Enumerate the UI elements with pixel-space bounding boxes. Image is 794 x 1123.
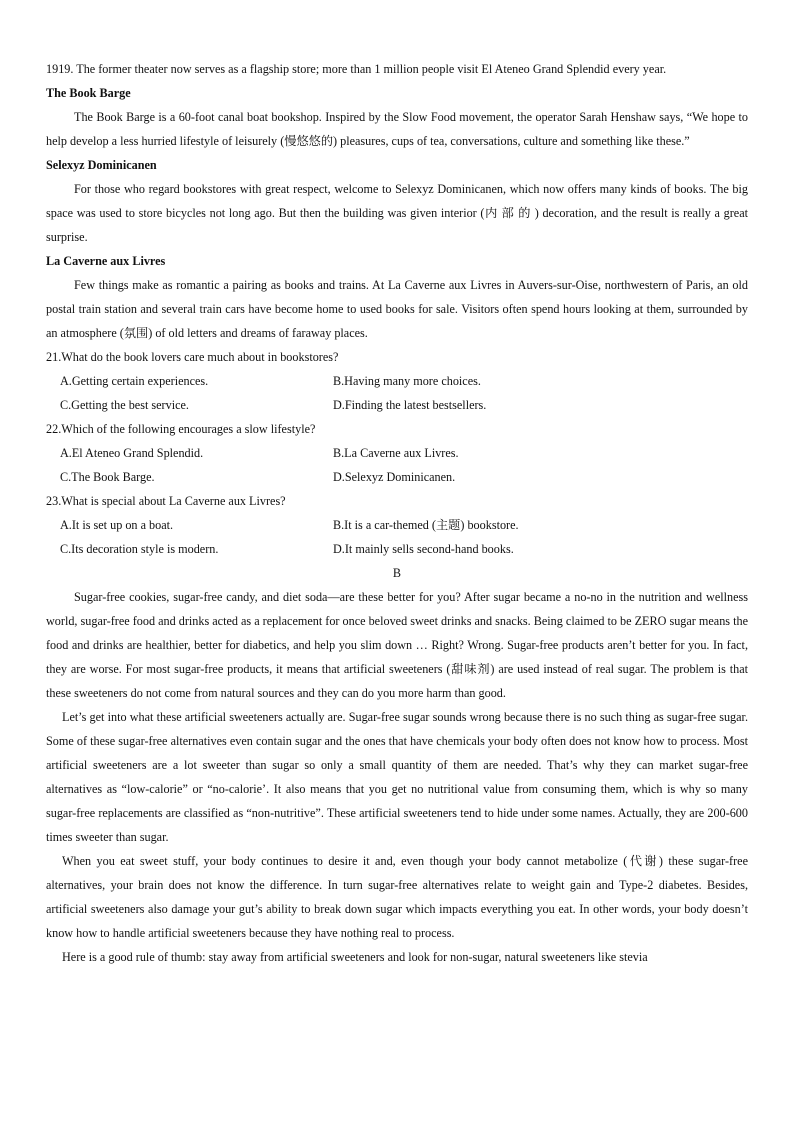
section-text-book-barge: The Book Barge is a 60-foot canal boat bookshop. Inspired by the Slow Food movement, the operator Sarah Henshaw says, “We hope to help develop a less hurried lifestyle of leisurely (慢悠悠的) pleasures, cups of tea, conversations, culture and something like these.” — [46, 110, 748, 148]
section-heading-book-barge: The Book Barge — [46, 86, 131, 100]
question-22-option-a: A.El Ateneo Grand Splendid. — [60, 446, 204, 460]
part-b-paragraph-1: Sugar-free cookies, sugar-free candy, and diet soda—are these better for you? After sugar became a no-no in the nutrition and wellness world, sugar-free food and drinks acted as a replacement for once beloved sweet drinks and snacks. Being claimed to be ZERO sugar means the food and drinks are healthier, better for diabetics, and help you slim down … Right? Wrong. Sugar-free products aren’t better for you. In fact, they are worse. For most sugar-free products, it means that artificial sweeteners (甜味剂) are used instead of real sugar. The problem is that these sweeteners do not come from natural sources and they can do you more harm than good. — [46, 590, 748, 700]
question-23-option-d: D.It mainly sells second-hand books. — [333, 542, 514, 556]
part-b-paragraph-3: When you eat sweet stuff, your body continues to desire it and, even though your body cannot metabolize (代谢) these sugar-free alternatives, your brain does not know the difference. In turn sugar-free alternatives relate to weight gain and Type-2 diabetes. Besides, artificial sweeteners also damage your gut’s ability to break down sugar which impacts everything you eat. In other words, your body doesn’t know how to handle artificial sweeteners because they have nothing real to process. — [46, 854, 748, 940]
question-22-stem: 22.Which of the following encourages a slow lifestyle? — [46, 422, 316, 436]
question-22-option-b: B.La Caverne aux Livres. — [333, 446, 459, 460]
question-21-option-b: B.Having many more choices. — [333, 374, 481, 388]
question-22-options — [46, 441, 748, 489]
question-21-stem: 21.What do the book lovers care much about in bookstores? — [46, 350, 339, 364]
part-b-paragraph-2: Let’s get into what these artificial sweeteners actually are. Sugar-free sugar sounds wrong because there is no such thing as sugar-free sugar. Some of these sugar-free alternatives even contain sugar and the ones that have chemicals your body often does not know how to process. Most artificial sweeteners are a lot sweeter than sugar so only a small quantity of them are needed. That’s why they can market sugar-free alternatives as “low-calorie” or “no-calorie’. It also means that you get no nutritional value from consuming them, which is why so many sugar-free replacements are classified as “non-nutritive”. These artificial sweeteners tend to hide under some names. Actually, they are 200-600 times sweeter than sugar. — [46, 710, 748, 844]
question-21-option-d: D.Finding the latest bestsellers. — [333, 398, 487, 412]
question-21-option-c: C.Getting the best service. — [60, 398, 189, 412]
question-23-option-c: C.Its decoration style is modern. — [60, 542, 219, 556]
section-heading-selexyz: Selexyz Dominicanen — [46, 158, 157, 172]
question-22-option-d: D.Selexyz Dominicanen. — [333, 470, 456, 484]
section-text-la-caverne: Few things make as romantic a pairing as books and trains. At La Caverne aux Livres in Auvers-sur-Oise, northwestern of Paris, an old postal train station and several train cars have become home to used books for sale. Visitors often spend hours looking at them, surrounded by an atmosphere (氛围) of old letters and dreams of faraway places. — [46, 278, 748, 340]
question-21-option-a: A.Getting certain experiences. — [60, 374, 209, 388]
question-23-option-b: B.It is a car-themed (主题) bookstore. — [333, 518, 519, 532]
part-b-label: B — [392, 566, 402, 580]
question-23-options — [46, 513, 748, 561]
section-heading-la-caverne: La Caverne aux Livres — [46, 254, 166, 268]
document-page — [46, 57, 748, 969]
question-22-option-c: C.The Book Barge. — [60, 470, 155, 484]
part-b-paragraph-4: Here is a good rule of thumb: stay away from artificial sweeteners and look for non-sugar, natural sweeteners like stevia — [62, 950, 648, 964]
question-23-option-a: A.It is set up on a boat. — [60, 518, 174, 532]
question-23-stem: 23.What is special about La Caverne aux Livres? — [46, 494, 286, 508]
question-21-options — [46, 369, 748, 417]
section-text-selexyz: For those who regard bookstores with great respect, welcome to Selexyz Dominicanen, which now offers many kinds of books. The big space was used to store bicycles not long ago. But then the building was given interior (内 部 的 ) decoration, and the result is really a great surprise. — [46, 182, 748, 244]
intro-tail-paragraph: 1919. The former theater now serves as a flagship store; more than 1 million people visit El Ateneo Grand Splendid every year. — [46, 62, 667, 76]
